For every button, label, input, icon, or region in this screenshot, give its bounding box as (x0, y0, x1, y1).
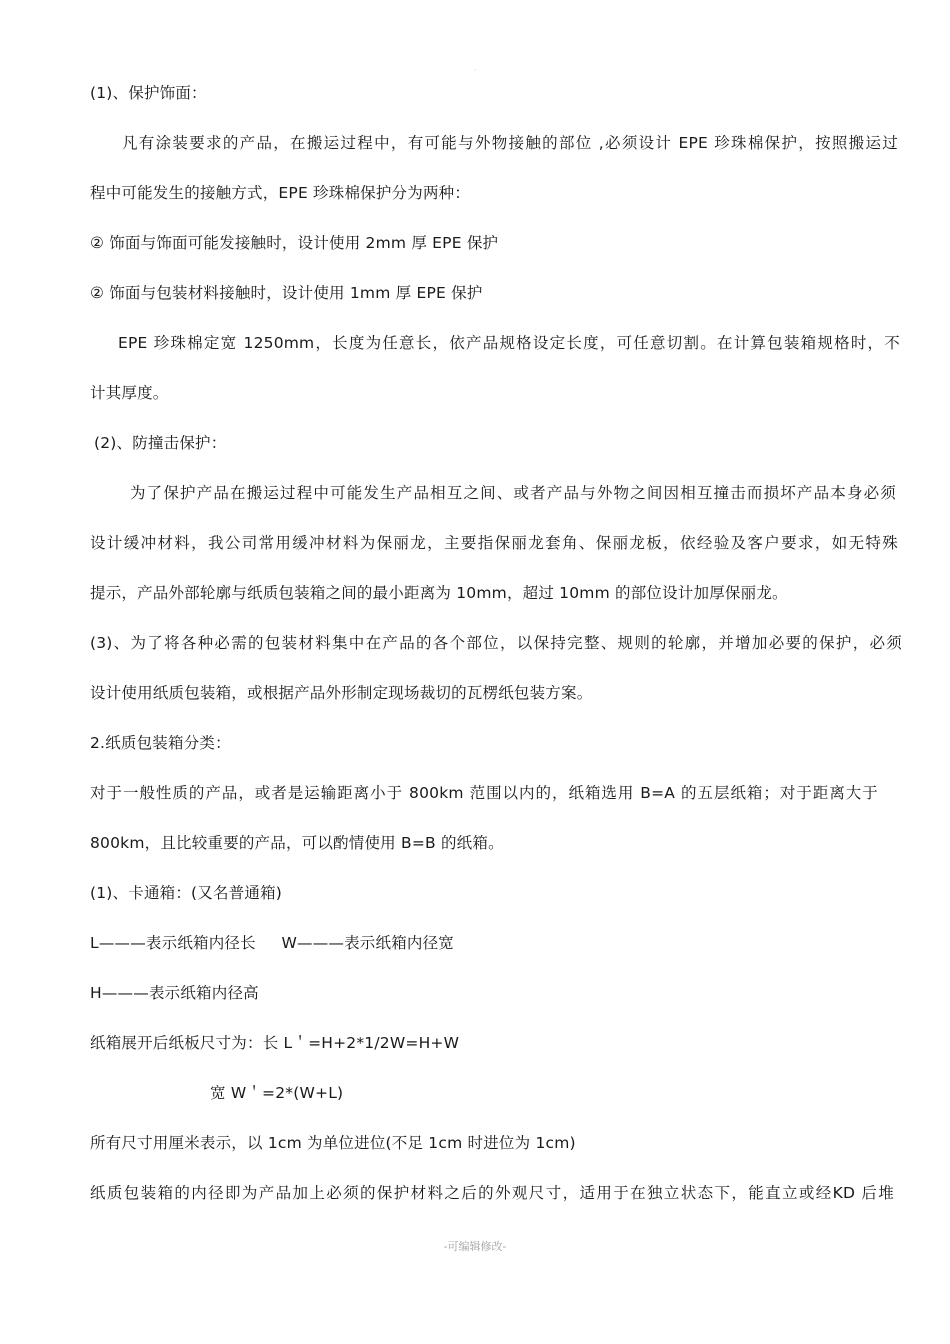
paragraph-line: 计其厚度。 (90, 384, 169, 402)
section-heading-box-classification: 2.纸质包装箱分类： (90, 734, 231, 752)
paragraph-line: 凡有涂装要求的产品，在搬运过程中，有可能与外物接触的部位 ,必须设计 EPE 珍珠棉保护，按照搬运过 (122, 134, 898, 152)
paragraph-line: (3)、为了将各种必需的包装材料集中在产品的各个部位，以保持完整、规则的轮廓，并增加必要的保护，必须 (90, 634, 902, 652)
paragraph-line: 提示，产品外部轮廓与纸质包装箱之间的最小距离为 10mm，超过 10mm 的部位设计加厚保丽龙。 (90, 584, 788, 602)
paragraph-line: 设计缓冲材料，我公司常用缓冲材料为保丽龙，主要指保丽龙套角、保丽龙板，依经验及客户要求，如无特殊 (90, 534, 898, 552)
paragraph-line: EPE 珍珠棉定宽 1250mm，长度为任意长，依产品规格设定长度，可任意切割。在计算包装箱规格时，不 (118, 334, 900, 352)
formula-line: 宽 W＇=2*(W+L) (210, 1084, 344, 1102)
section-heading-impact-protection: (2)、防撞击保护： (94, 434, 227, 452)
page-footer: -可编辑修改- (443, 1240, 507, 1253)
section-heading-decorative-protection: (1)、保护饰面： (90, 84, 207, 102)
definition-line: L———表示纸箱内径长 W———表示纸箱内径宽 (90, 934, 454, 952)
paragraph-line: 程中可能发生的接触方式，EPE 珍珠棉保护分为两种： (90, 184, 471, 202)
definition-line: H———表示纸箱内径高 (90, 984, 259, 1002)
section-heading-carton-box: (1)、卡通箱：(又名普通箱) (90, 884, 283, 902)
list-item: ② 饰面与包装材料接触时，设计使用 1mm 厚 EPE 保护 (90, 284, 483, 302)
paragraph-line: 800km，且比较重要的产品，可以酌情使用 B=B 的纸箱。 (90, 834, 504, 852)
formula-line: 纸箱展开后纸板尺寸为：长 L＇=H+2*1/2W=H+W (90, 1034, 460, 1052)
paragraph-line: 纸质包装箱的内径即为产品加上必须的保护材料之后的外观尺寸，适用于在独立状态下，能直立或经KD 后堆 (90, 1184, 894, 1202)
paragraph-line: 对于一般性质的产品，或者是运输距离小于 800km 范围以内的，纸箱选用 B=A 的五层纸箱；对于距离大于 (90, 784, 878, 802)
list-item: ② 饰面与饰面可能发接触时，设计使用 2mm 厚 EPE 保护 (90, 234, 499, 252)
paragraph-line: 为了保护产品在搬运过程中可能发生产品相互之间、或者产品与外物之间因相互撞击而损坏产品本身必须 (130, 484, 896, 502)
page-top-mark: · (474, 66, 477, 75)
paragraph-line: 所有尺寸用厘米表示，以 1cm 为单位进位(不足 1cm 时进位为 1cm) (90, 1134, 576, 1152)
paragraph-line: 设计使用纸质包装箱，或根据产品外形制定现场裁切的瓦楞纸包装方案。 (90, 684, 593, 702)
